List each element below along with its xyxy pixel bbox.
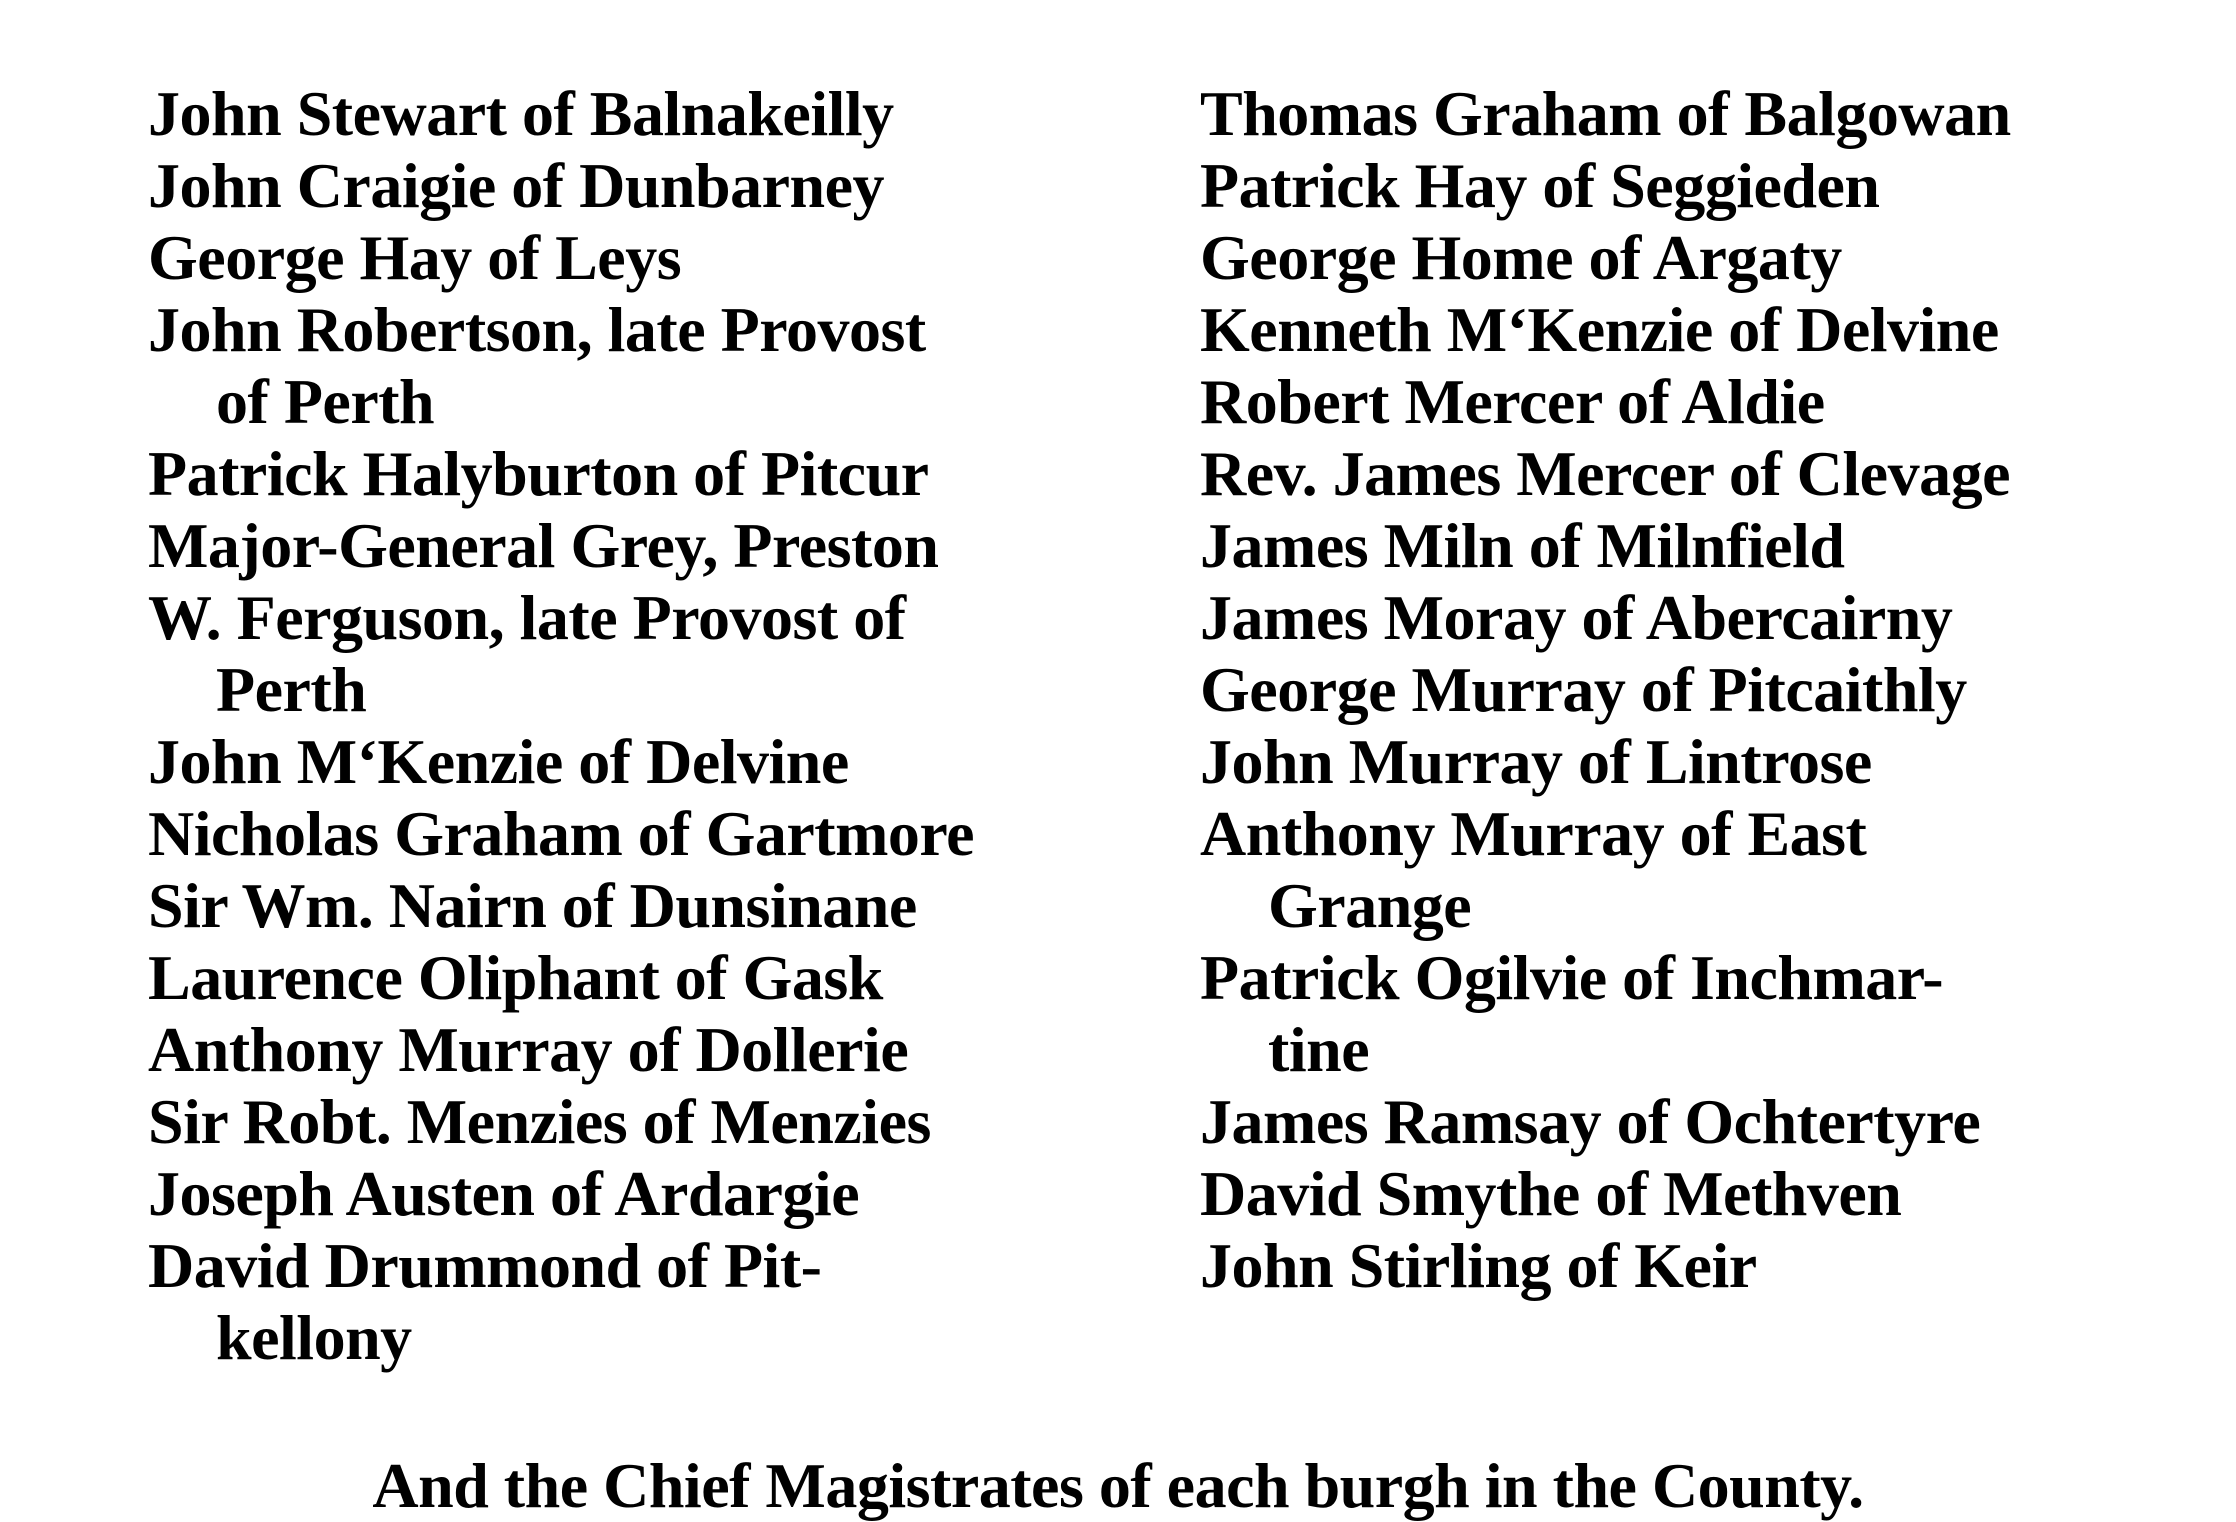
name-entry: George Hay of Leys	[148, 222, 682, 293]
right-name-column	[1200, 78, 2185, 1302]
footer-note: And the Chief Magistrates of each burgh in the County.	[372, 1450, 1864, 1521]
name-entry: James Miln of Milnfield	[1200, 510, 1845, 581]
name-entry: John Craigie of Dunbarney	[148, 150, 884, 221]
name-entry: Rev. James Mercer of Clevage	[1200, 438, 2010, 509]
name-entry: James Ramsay of Ochtertyre	[1200, 1086, 1981, 1157]
name-entry: Thomas Graham of Balgowan	[1200, 78, 2011, 149]
name-entry: Patrick Ogilvie of Inchmar- tine	[1200, 942, 1944, 1085]
name-entry: John Stirling of Keir	[1200, 1230, 1757, 1301]
name-entry: George Home of Argaty	[1200, 222, 1842, 293]
name-entry: George Murray of Pitcaithly	[1200, 654, 1967, 725]
name-entry: Patrick Hay of Seggieden	[1200, 150, 1880, 221]
name-entry: Major-General Grey, Preston	[148, 510, 939, 581]
name-entry: Anthony Murray of Dollerie	[148, 1014, 909, 1085]
name-entry: W. Ferguson, late Provost of Perth	[148, 582, 906, 725]
name-entry: David Smythe of Methven	[1200, 1158, 1902, 1229]
name-entry: Anthony Murray of East Grange	[1200, 798, 1867, 941]
left-name-column	[148, 78, 1128, 1374]
name-entry: Joseph Austen of Ardargie	[148, 1158, 860, 1229]
name-entry: John Robertson, late Provost of Perth	[148, 294, 926, 437]
name-entry: Patrick Halyburton of Pitcur	[148, 438, 929, 509]
name-entry: James Moray of Abercairny	[1200, 582, 1953, 653]
name-entry: Laurence Oliphant of Gask	[148, 942, 883, 1013]
name-entry: Sir Robt. Menzies of Menzies	[148, 1086, 931, 1157]
name-entry: David Drummond of Pit- kellony	[148, 1230, 822, 1373]
name-entry: John Murray of Lintrose	[1200, 726, 1872, 797]
name-entry: John M‘Kenzie of Delvine	[148, 726, 849, 797]
name-entry: Robert Mercer of Aldie	[1200, 366, 1825, 437]
name-entry: Sir Wm. Nairn of Dunsinane	[148, 870, 917, 941]
name-entry: John Stewart of Balnakeilly	[148, 78, 894, 149]
name-entry: Kenneth M‘Kenzie of Delvine	[1200, 294, 1999, 365]
name-entry: Nicholas Graham of Gartmore	[148, 798, 975, 869]
